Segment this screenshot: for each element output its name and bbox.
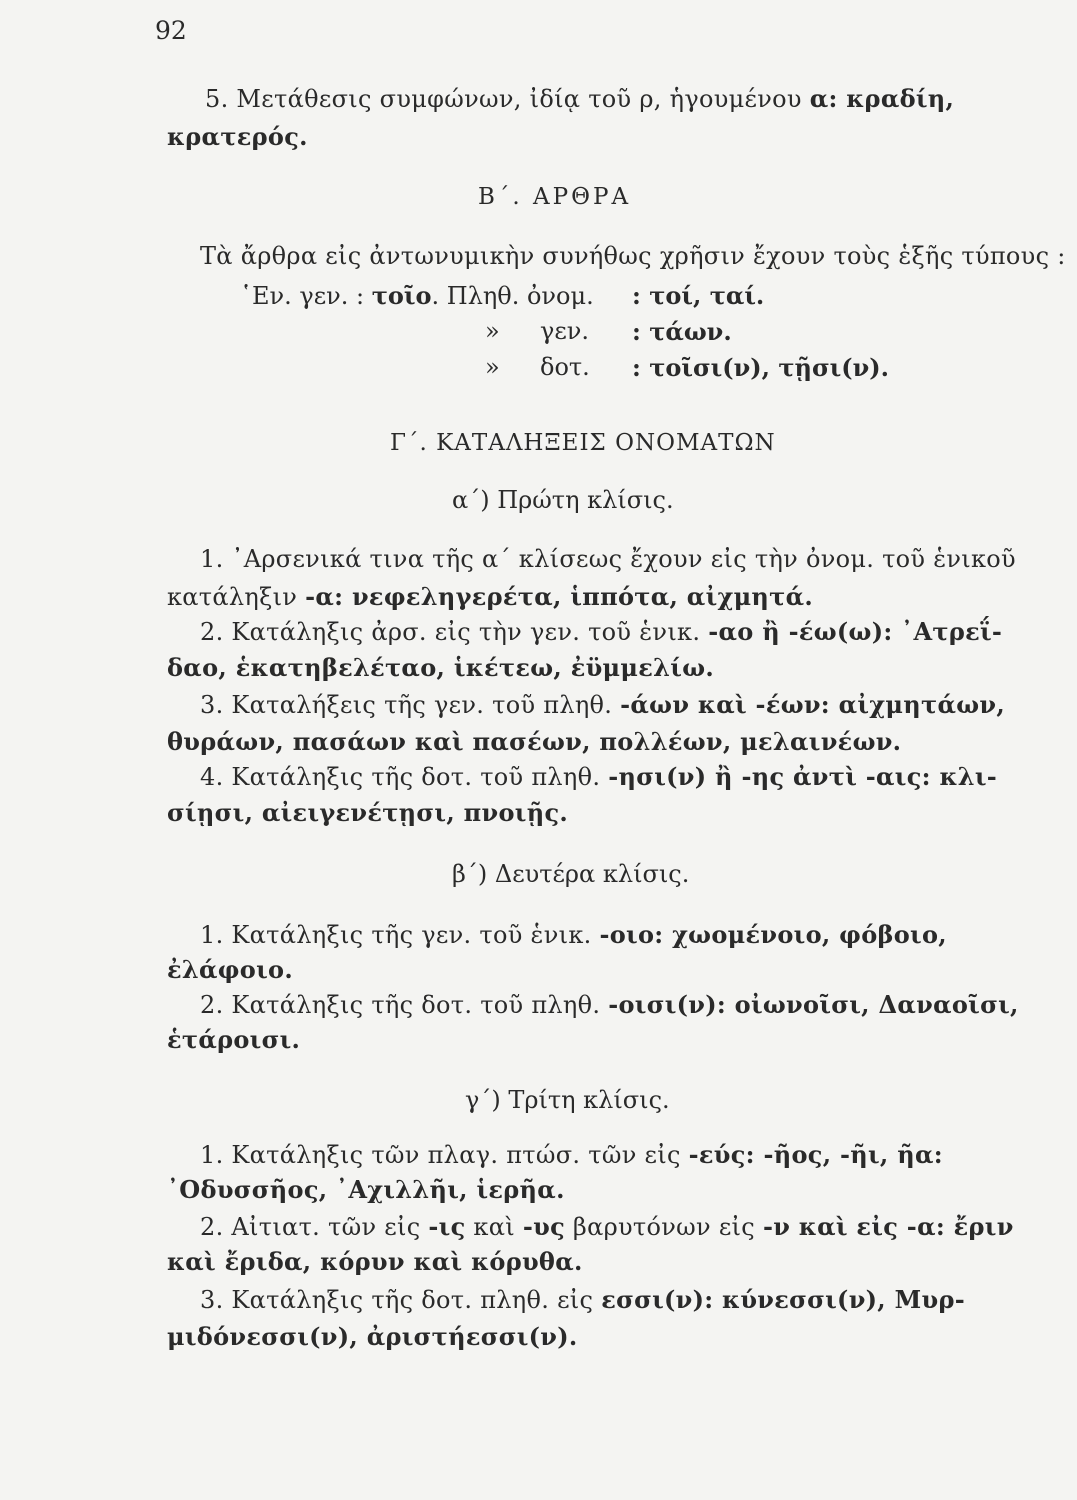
third-p3-line1: 3. Κατάληξις τῆς δοτ. πληθ. εἰς εσσι(ν): κύνεσσι(ν), Μυρ- (200, 1285, 965, 1314)
first-p3-line2: θυράων, πασάων καὶ πασέων, πολλέων, μελαινέων. (167, 727, 902, 756)
second-declension-title: β΄) Δευτέρα κλίσις. (452, 860, 690, 888)
second-p1-line1: 1. Κατάληξις τῆς γεν. τοῦ ἑνικ. -οιο: χωομένοιο, φόβοιο, (200, 920, 947, 949)
first-p3-line1: 3. Καταλήξεις τῆς γεν. τοῦ πληθ. -άων καὶ -έων: αἰχμητάων, (200, 690, 1005, 719)
first-p1-line2: κατάληξιν -α: νεφεληγερέτα, ἱππότα, αἰχμητά. (167, 582, 814, 611)
arthra-row3-case: δοτ. (540, 353, 590, 381)
second-p1-line2: ἐλάφοιο. (167, 955, 293, 984)
section5-line2: κρατερός. (167, 122, 308, 151)
arthra-row3-form: : τοῖσι(ν), τῇσι(ν). (632, 353, 889, 382)
arthra-row2-case: γεν. (540, 317, 589, 345)
third-p2-line2: καὶ ἔριδα, κόρυν καὶ κόρυθα. (167, 1247, 583, 1276)
second-p2-line2: ἑτάροισι. (167, 1025, 301, 1054)
third-p1-line1: 1. Κατάληξις τῶν πλαγ. πτώσ. τῶν εἰς -εύς: -ῆος, -ῆι, ῆα: (200, 1140, 943, 1169)
third-declension-title: γ΄) Τρίτη κλίσις. (465, 1086, 670, 1114)
kataliksis-heading: Γ΄. ΚΑΤΑΛΗΞΕΙΣ ΟΝΟΜΑΤΩΝ (390, 430, 776, 456)
arthra-intro: Τὰ ἄρθρα εἰς ἀντωνυμικὴν συνήθως χρῆσιν ἔχουν τοὺς ἑξῆς τύπους : (200, 242, 1066, 270)
arthra-row2-mark: » (485, 317, 500, 345)
first-p2-line1: 2. Κατάληξις ἀρσ. εἰς τὴν γεν. τοῦ ἑνικ. -αο ἢ -έω(ω): ᾿Ατρεΐ- (200, 617, 1003, 646)
third-p1-line2: ᾿Οδυσσῆος, ᾿Αχιλλῆι, ἱερῆα. (167, 1175, 565, 1204)
third-p2-line1: 2. Αἰτιατ. τῶν εἰς -ις καὶ -υς βαρυτόνων εἰς -ν καὶ εἰς -α: ἔριν (200, 1212, 1014, 1241)
first-p4-line2: σίῃσι, αἰειγενέτῃσι, πνοιῇς. (167, 798, 569, 827)
arthra-row1: ῾Εν. γεν. : τοῖο. Πληθ. ὀνομ. (240, 281, 594, 310)
first-declension-title: α΄) Πρώτη κλίσις. (452, 486, 674, 514)
page-number: 92 (155, 16, 187, 45)
second-p2-line1: 2. Κατάληξις τῆς δοτ. τοῦ πληθ. -οισι(ν): οἰωνοῖσι, Δαναοῖσι, (200, 990, 1019, 1019)
third-p3-line2: μιδόνεσσι(ν), ἀριστήεσσι(ν). (167, 1322, 578, 1351)
section5-line1: 5. Μετάθεσις συμφώνων, ἰδίᾳ τοῦ ρ, ἡγουμένου α: κραδίη, (205, 84, 955, 113)
arthra-row1-form: : τοί, ταί. (632, 281, 765, 310)
first-p4-line1: 4. Κατάληξις τῆς δοτ. τοῦ πληθ. -ησι(ν) ἢ -ης ἀντὶ -αις: κλι- (200, 762, 998, 791)
arthra-heading: Β΄. ΑΡΘΡΑ (478, 184, 632, 210)
arthra-row2-form: : τάων. (632, 317, 732, 346)
first-p2-line2: δαο, ἑκατηβελέταο, ἱκέτεω, ἐϋμμελίω. (167, 653, 715, 682)
first-p1-line1: 1. ᾿Αρσενικά τινα τῆς α΄ κλίσεως ἔχουν εἰς τὴν ὀνομ. τοῦ ἑνικοῦ (200, 545, 1016, 573)
arthra-row3-mark: » (485, 353, 500, 381)
